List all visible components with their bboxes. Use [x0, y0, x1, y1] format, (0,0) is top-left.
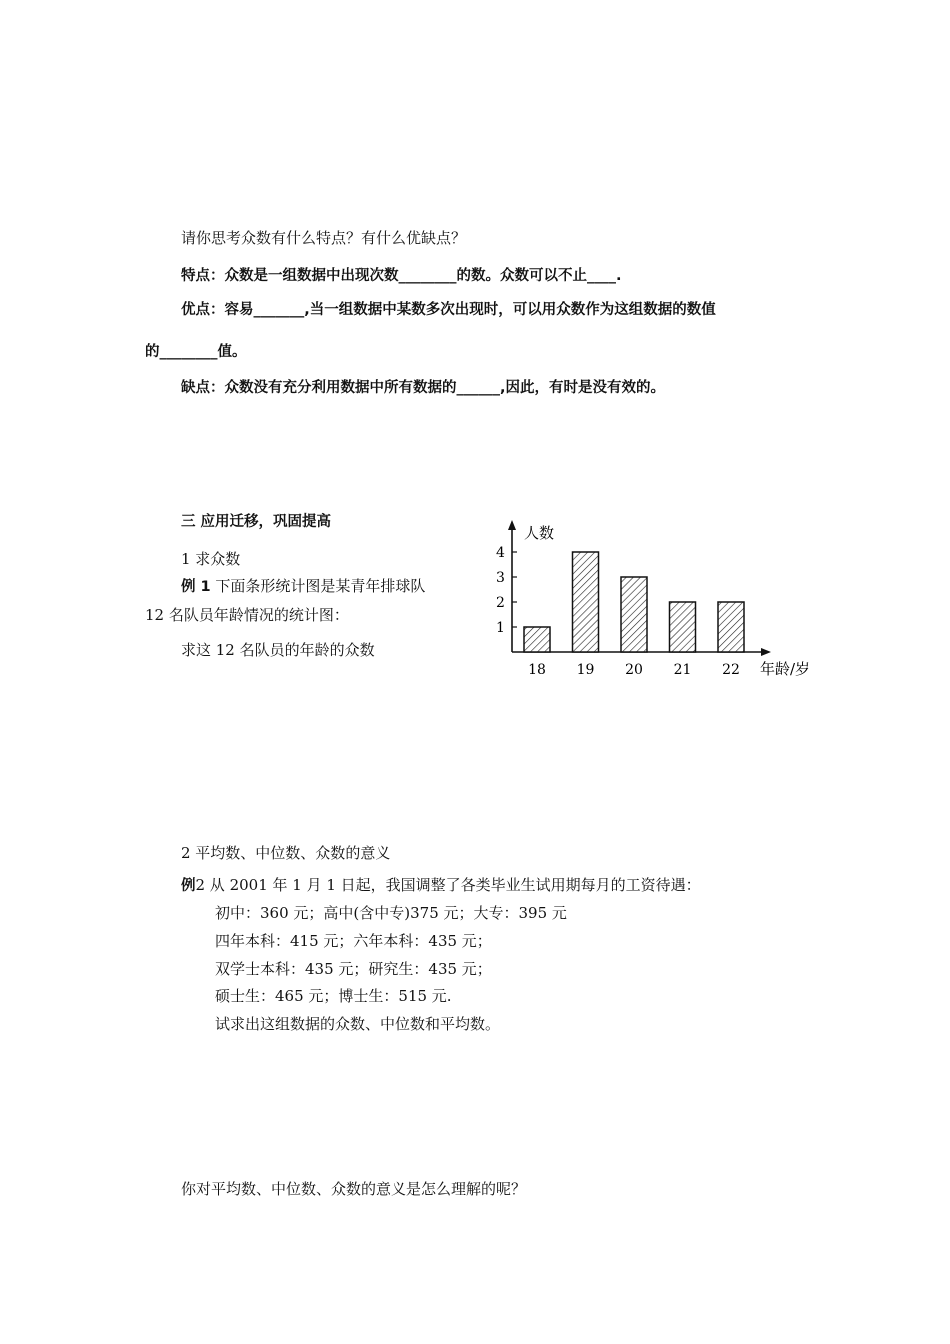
- example2-desc: 2 从 2001 年 1 月 1 日起，我国调整了各类毕业生试用期每月的工资待遇：: [195, 876, 701, 894]
- salary-row: 初中：360 元；高中(含中专)375 元；大专：395 元: [215, 904, 567, 922]
- feature-line: 特点：众数是一组数据中出现次数________的数。众数可以不止____.: [181, 268, 622, 284]
- y-axis-arrow: [508, 520, 516, 530]
- y-tick-label: 1: [496, 620, 505, 636]
- section-heading: 三 应用迁移，巩固提高: [181, 514, 332, 530]
- x-axis-arrow: [761, 648, 771, 656]
- x-tick-label: 20: [625, 662, 643, 678]
- x-tick-label: 22: [722, 662, 740, 678]
- example1-text: [181, 576, 425, 597]
- advantage-line-cont: 的________值。: [145, 344, 247, 360]
- y-tick-label: 4: [496, 545, 505, 561]
- x-tick-label: 18: [528, 662, 546, 678]
- example2-label: 例: [181, 878, 196, 894]
- bar-age-19: [573, 552, 599, 652]
- item-meaning: 2 平均数、中位数、众数的意义: [181, 844, 391, 862]
- question-think-mode: 请你思考众数有什么特点？有什么优缺点？: [181, 229, 467, 247]
- salary-row: 硕士生：465 元；博士生：515 元.: [215, 987, 452, 1005]
- y-tick-label: 2: [496, 595, 505, 611]
- salary-row: 四年本科：415 元；六年本科：435 元；: [215, 932, 492, 950]
- example1-label: 例 1: [181, 579, 211, 595]
- item-find-mode: 1 求众数: [181, 550, 241, 568]
- example2-question: 试求出这组数据的众数、中位数和平均数。: [215, 1015, 501, 1033]
- bar-age-18: [524, 627, 550, 652]
- bar-age-21: [670, 602, 696, 652]
- y-axis-label: 人数: [524, 524, 555, 542]
- bar-age-22: [718, 602, 744, 652]
- y-tick-label: 3: [496, 570, 505, 586]
- age-bar-chart: [480, 518, 820, 688]
- example1-text-cont: 12 名队员年龄情况的统计图：: [145, 606, 349, 624]
- example1-desc: 下面条形统计图是某青年排球队: [215, 577, 426, 595]
- closing-question: 你对平均数、中位数、众数的意义是怎么理解的呢？: [181, 1180, 527, 1198]
- disadvantage-line: 缺点：众数没有充分利用数据中所有数据的______,因此，有时是没有效的。: [181, 380, 666, 396]
- x-tick-label: 19: [576, 662, 595, 678]
- advantage-line: 优点：容易_______,当一组数据中某数多次出现时，可以用众数作为这组数据的数值: [181, 302, 716, 318]
- x-axis-label: 年龄/岁: [760, 660, 811, 678]
- salary-row: 双学士本科：435 元；研究生：435 元；: [215, 960, 492, 978]
- example2-intro: [181, 875, 701, 896]
- example1-question: 求这 12 名队员的年龄的众数: [181, 641, 375, 659]
- x-tick-label: 21: [673, 662, 692, 678]
- bar-age-20: [621, 577, 647, 652]
